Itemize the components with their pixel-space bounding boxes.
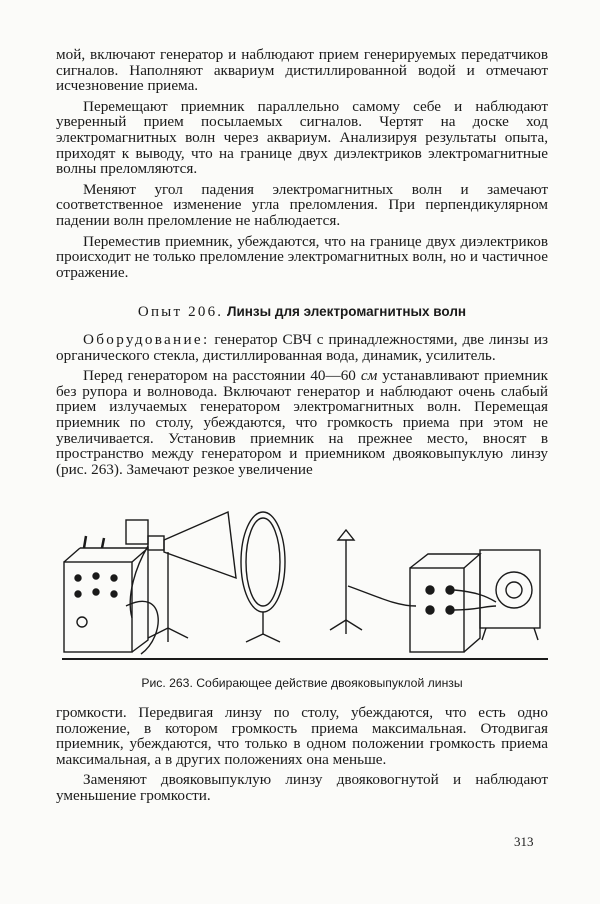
bottom-text-block: [56, 705, 548, 809]
page-number: 313: [514, 834, 534, 849]
experiment-heading: [56, 303, 548, 321]
procedure-text-a: Перед генератором на расстоянии 40—60: [83, 367, 361, 385]
experiment-number: Опыт 206.: [137, 304, 224, 320]
figure-263-illustration: [56, 506, 548, 666]
experiment-text-block: [56, 332, 548, 482]
equipment-text: генератор СВЧ с принадлежностями, две линзы из органического стекла, дистиллированная вода, динамик, усилитель.: [56, 331, 548, 364]
paragraph: Переместив приемник, убеждаются, что на границе двух диэлектриков происходит не только преломление электромагнитных волн, но и частичное отражение.: [56, 232, 548, 281]
top-text-block: [56, 47, 548, 285]
emitter-horn-icon: [126, 512, 236, 642]
procedure-paragraph: [56, 368, 548, 477]
figure-caption: Рис. 263. Собирающее действие двояковыпуклой линзы: [141, 676, 463, 690]
paragraph: Заменяют двояковыпуклую линзу двояковогнутой и наблюдают уменьшение громкости.: [56, 771, 548, 804]
paragraph: громкости. Передвигая линзу по столу, убеждаются, что есть одно положение, в котором громкость приема максимальная. Отодвигая приемник, убеждаются, что только в одном положении громкость приема максимальная, а в других положениях она меньше.: [56, 704, 548, 768]
speaker-icon: [480, 550, 540, 640]
unit-cm: см: [360, 367, 378, 385]
procedure-text-b: устанавливают приемник без рупора и волновода. Включают генератор и наблюдают очень слабый прием излучаемых генератором электромагнитных волн. Перемещая приемник по столу, убеждаются, что громкость приема при этом не увеличивается. Установив приемник на прежнее место, вносят в пространство между генератором и приемником двояковыпуклую линзу (рис. 263). Замечают резкое увеличение: [56, 367, 548, 478]
paragraph: Меняют угол падения электромагнитных волн и замечают соответственное изменение угла преломления. При перпендикулярном падении волн преломление не наблюдается.: [56, 180, 548, 229]
paragraph: Перемещают приемник параллельно самому себе и наблюдают уверенный прием посылаемых сигналов. Чертят на доске ход электромагнитных волн через аквариум. Анализируя результаты опыта, приходят к выводу, что на границе двух диэлектриков электромагнитные волны преломляются.: [56, 97, 548, 178]
lens-icon: [241, 512, 285, 642]
equipment-label: Оборудование:: [83, 331, 210, 348]
equipment-paragraph: [56, 332, 548, 363]
experiment-title: Линзы для электромагнитных волн: [226, 304, 467, 319]
paragraph: мой, включают генератор и наблюдают прием генерируемых передатчиков сигналов. Наполняют аквариум дистиллированной водой и отмечают исчезновение приема.: [56, 46, 548, 95]
receiver-icon: [330, 530, 416, 634]
